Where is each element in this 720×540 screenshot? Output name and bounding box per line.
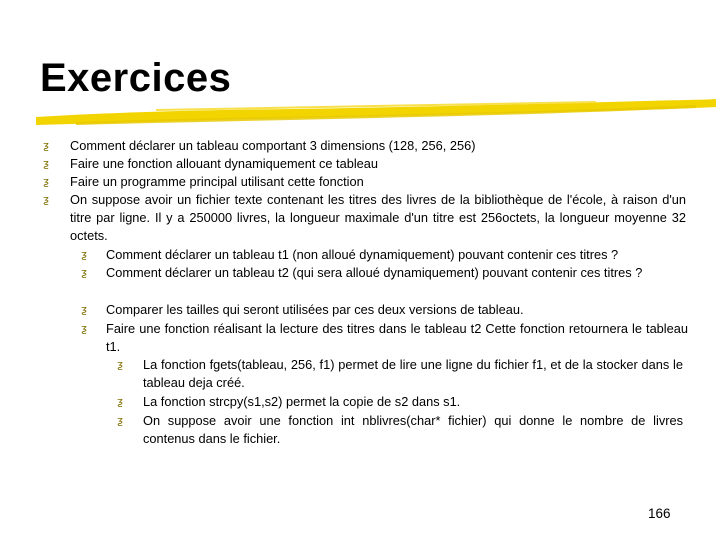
- bullet-text: Comment déclarer un tableau t1 (non alloué dynamiquement) pouvant contenir ces titres ?: [106, 247, 619, 262]
- bullet-glyph-icon: ƺ: [43, 193, 49, 206]
- bullet-glyph-icon: ƺ: [117, 414, 123, 427]
- bullet-text: La fonction fgets(tableau, 256, f1) permet de lire une ligne du fichier f1, et de la stocker dans le tableau deja créé.: [143, 357, 683, 391]
- bullet-glyph-icon: ƺ: [43, 157, 49, 170]
- bullet-glyph-icon: ƺ: [117, 358, 123, 371]
- bullet-item: [81, 320, 688, 356]
- bullet-item: [81, 264, 688, 282]
- bullet-item: [43, 173, 690, 191]
- bullet-glyph-icon: ƺ: [81, 248, 87, 261]
- bullet-text: Comment déclarer un tableau t2 (qui sera alloué dynamiquement) pouvant contenir ces titres ?: [106, 265, 643, 280]
- bullet-text: On suppose avoir une fonction int nblivres(char* fichier) qui donne le nombre de livres contenus dans le fichier.: [143, 413, 683, 447]
- bullet-item: [43, 137, 690, 155]
- bullet-text: Faire une fonction réalisant la lecture des titres dans le tableau t2 Cette fonction retournera le tableau t1.: [106, 321, 688, 355]
- bullet-text: Comparer les tailles qui seront utilisées par ces deux versions de tableau.: [106, 302, 524, 317]
- bullet-item: [117, 356, 683, 392]
- bullet-glyph-icon: ƺ: [43, 139, 49, 152]
- bullet-glyph-icon: ƺ: [81, 303, 87, 316]
- bullet-glyph-icon: ƺ: [117, 395, 123, 408]
- bullet-text: Faire une fonction allouant dynamiquement ce tableau: [70, 156, 379, 171]
- bullet-item: [81, 301, 688, 319]
- bullet-item: [43, 155, 690, 173]
- bullet-text: La fonction strcpy(s1,s2) permet la copie de s2 dans s1.: [143, 394, 461, 409]
- bullet-glyph-icon: ƺ: [81, 266, 87, 279]
- bullet-item: [43, 191, 686, 246]
- bullet-text: Faire un programme principal utilisant cette fonction: [70, 174, 364, 189]
- page-number: 166: [648, 506, 671, 521]
- bullet-text: Comment déclarer un tableau comportant 3 dimensions (128, 256, 256): [70, 138, 476, 153]
- bullet-text: On suppose avoir un fichier texte contenant les titres des livres de la bibliothèque de l'école, à raison d'un titre par ligne. Il y a 250000 livres, la longueur maximale d'un titre est 256octets, la longueur moyenne 32 octets.: [70, 192, 686, 244]
- bullet-item: [81, 246, 692, 264]
- bullet-glyph-icon: ƺ: [81, 322, 87, 335]
- bullet-glyph-icon: ƺ: [43, 175, 49, 188]
- bullet-item: [117, 412, 683, 448]
- slide-title: Exercices: [40, 56, 232, 100]
- bullet-item: [117, 393, 683, 411]
